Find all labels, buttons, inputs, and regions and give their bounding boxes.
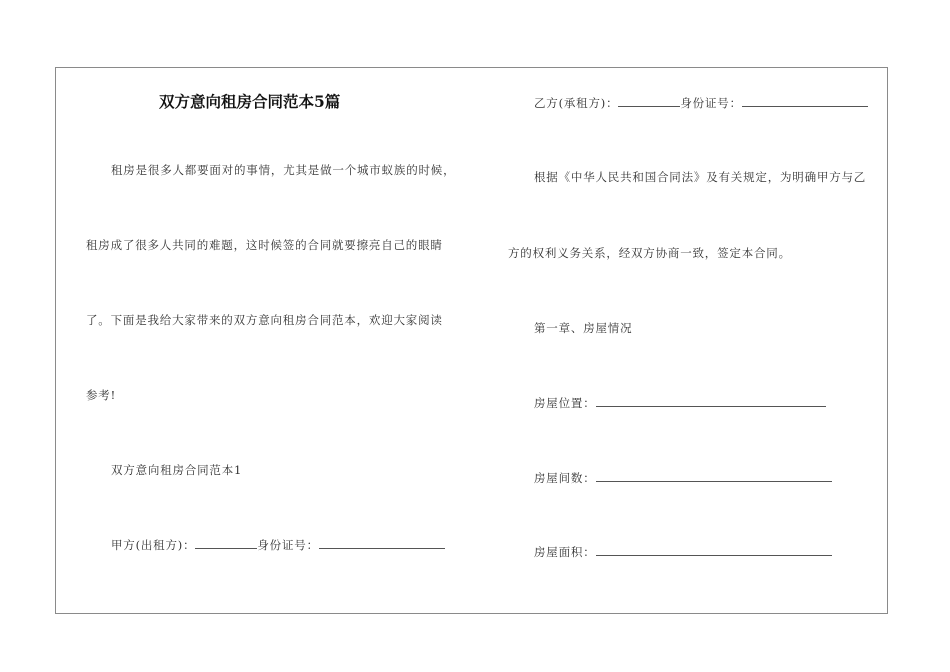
party-b-id-blank	[742, 95, 868, 107]
document-page	[55, 67, 888, 614]
intro-line-3: 了。下面是我给大家带来的双方意向租房合同范本，欢迎大家阅读	[86, 313, 443, 327]
house-location-row	[534, 395, 826, 411]
party-b-label: 乙方(承租方)：	[534, 96, 619, 110]
house-rooms-row	[534, 470, 832, 486]
right-column	[476, 68, 889, 613]
house-rooms-blank	[596, 470, 832, 482]
party-b-name-blank	[618, 95, 680, 107]
party-b-id-label: 身份证号：	[680, 96, 742, 110]
intro-line-2: 租房成了很多人共同的难题，这时候签的合同就要擦亮自己的眼睛	[86, 238, 443, 252]
house-location-blank	[596, 395, 826, 407]
intro-line-4: 参考!	[86, 388, 117, 402]
house-rooms-label: 房屋间数：	[534, 471, 596, 485]
contract-subheading: 双方意向租房合同范本1	[111, 463, 243, 477]
document-title: 双方意向租房合同范本5篇	[159, 92, 341, 111]
house-location-label: 房屋位置：	[534, 396, 596, 410]
intro-line-1: 租房是很多人都要面对的事情，尤其是做一个城市蚁族的时候，	[111, 163, 456, 177]
chapter-heading: 第一章、房屋情况	[534, 321, 633, 335]
house-area-label: 房屋面积：	[534, 545, 596, 559]
party-b-row	[534, 95, 868, 111]
party-a-label: 甲方(出租方)：	[111, 538, 196, 552]
party-a-id-label: 身份证号：	[257, 538, 319, 552]
basis-line-2: 方的权利义务关系，经双方协商一致，签定本合同。	[508, 246, 791, 260]
basis-line-1: 根据《中华人民共和国合同法》及有关规定，为明确甲方与乙	[534, 170, 867, 184]
left-column	[56, 68, 476, 613]
party-a-id-blank	[319, 537, 445, 549]
house-area-row	[534, 544, 832, 560]
party-a-row	[111, 537, 445, 553]
party-a-name-blank	[195, 537, 257, 549]
house-area-blank	[596, 544, 832, 556]
